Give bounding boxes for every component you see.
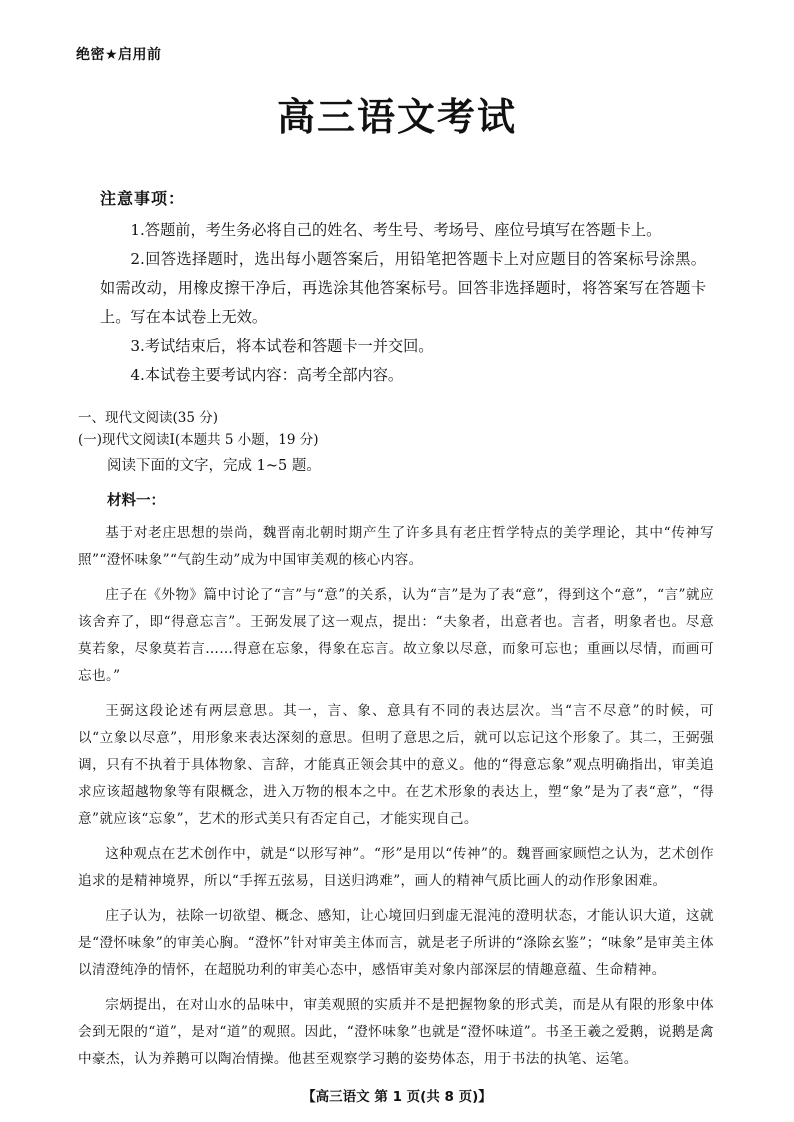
notice-item: 1.答题前，考生务必将自己的姓名、考生号、考场号、座位号填写在答题卡上。 <box>130 221 662 239</box>
notice-item: 3.考试结束后，将本试卷和答题卡一并交回。 <box>130 337 434 355</box>
confidential-mark: 绝密★启用前 <box>76 47 162 63</box>
passage-paragraph: 基于对老庄思想的崇尚，魏晋南北朝时期产生了许多具有老庄哲学特点的美学理论，其中“传神写照”“澄怀味象”“气韵生动”成为中国审美观的核心内容。 <box>78 525 714 568</box>
page-footer: 【高三语文 第 1 页(共 8 页)】 <box>302 1089 492 1105</box>
instruction-text: 阅读下面的文字，完成 1~5 题。 <box>107 458 321 474</box>
subsection-heading: (一)现代文阅读Ⅰ(本题共 5 小题，19 分) <box>78 432 319 448</box>
exam-title: 高三语文考试 <box>276 95 517 139</box>
notice-item: 2.回答选择题时，选出每小题答案后，用铅笔把答题卡上对应题目的答案标号涂黑。如需改动，用橡皮擦干净后，再选涂其他答案标号。回答非选择题时，将答案写在答题卡上。写在本试卷上无效。 <box>100 250 706 326</box>
section-heading: 一、现代文阅读(35 分) <box>78 410 219 426</box>
reading-passage <box>78 454 714 1081</box>
passage-paragraph: 王弼这段论述有两层意思。其一，言、象、意具有不同的表达层次。当“言不尽意”的时候，可以“立象以尽意”，用形象来表达深刻的意思。但明了意思之后，就可以忘记这个形象了。其二，王弼强调，只有不执着于具体物象、言辞，才能真正领会其中的意义。他的“得意忘象”观点明确指出，审美追求应该超越物象等有限概念，进入万物的根本之中。在艺术形象的表达上，塑“象”是为了表“意”，“得意”就应该“忘象”，艺术的形式美只有否定自己，才能实现自己。 <box>78 703 714 827</box>
notice-heading: 注意事项： <box>100 189 186 208</box>
passage-paragraph: 宗炳提出，在对山水的品味中，审美观照的实质并不是把握物象的形式美，而是从有限的形象中体会到无限的“道”，是对“道”的观照。因此，“澄怀味象”也就是“澄怀味道”。书圣王羲之爱鹅，说鹅是禽中豪杰，认为养鹅可以陶冶情操。他甚至观察学习鹅的姿势体态，用于书法的执笔、运笔。 <box>78 997 714 1067</box>
material-label: 材料一： <box>107 492 165 509</box>
passage-paragraph: 庄子认为，祛除一切欲望、概念、感知，让心境回归到虚无混沌的澄明状态，才能认识大道，这就是“澄怀味象”的审美心胸。“澄怀”针对审美主体而言，就是老子所讲的“涤除玄鉴”；“味象”是审美主体以清澄纯净的情怀，在超脱功利的审美心态中，感悟审美对象内部深层的情趣意蕴、生命精神。 <box>78 908 714 978</box>
passage-paragraph: 庄子在《外物》篇中讨论了“言”与“意”的关系，认为“言”是为了表“意”，得到这个“意”，“言”就应该舍弃了，即“得意忘言”。王弼发展了这一观点，提出：“夫象者，出意者也。言者，明象者也。尽意莫若象，尽象莫若言……得意在忘象，得象在忘言。故立象以尽意，而象可忘也；重画以尽情，而画可忘也。” <box>78 587 714 684</box>
passage-body <box>78 520 714 1073</box>
passage-paragraph: 这种观点在艺术创作中，就是“以形写神”。“形”是用以“传神”的。魏晋画家顾恺之认为，艺术创作追求的是精神境界，所以“手挥五弦易，目送归鸿难”，画人的精神气质比画人的动作形象困难。 <box>78 846 714 889</box>
notice-block <box>100 184 706 390</box>
notice-item: 4.本试卷主要考试内容：高考全部内容。 <box>130 366 404 384</box>
